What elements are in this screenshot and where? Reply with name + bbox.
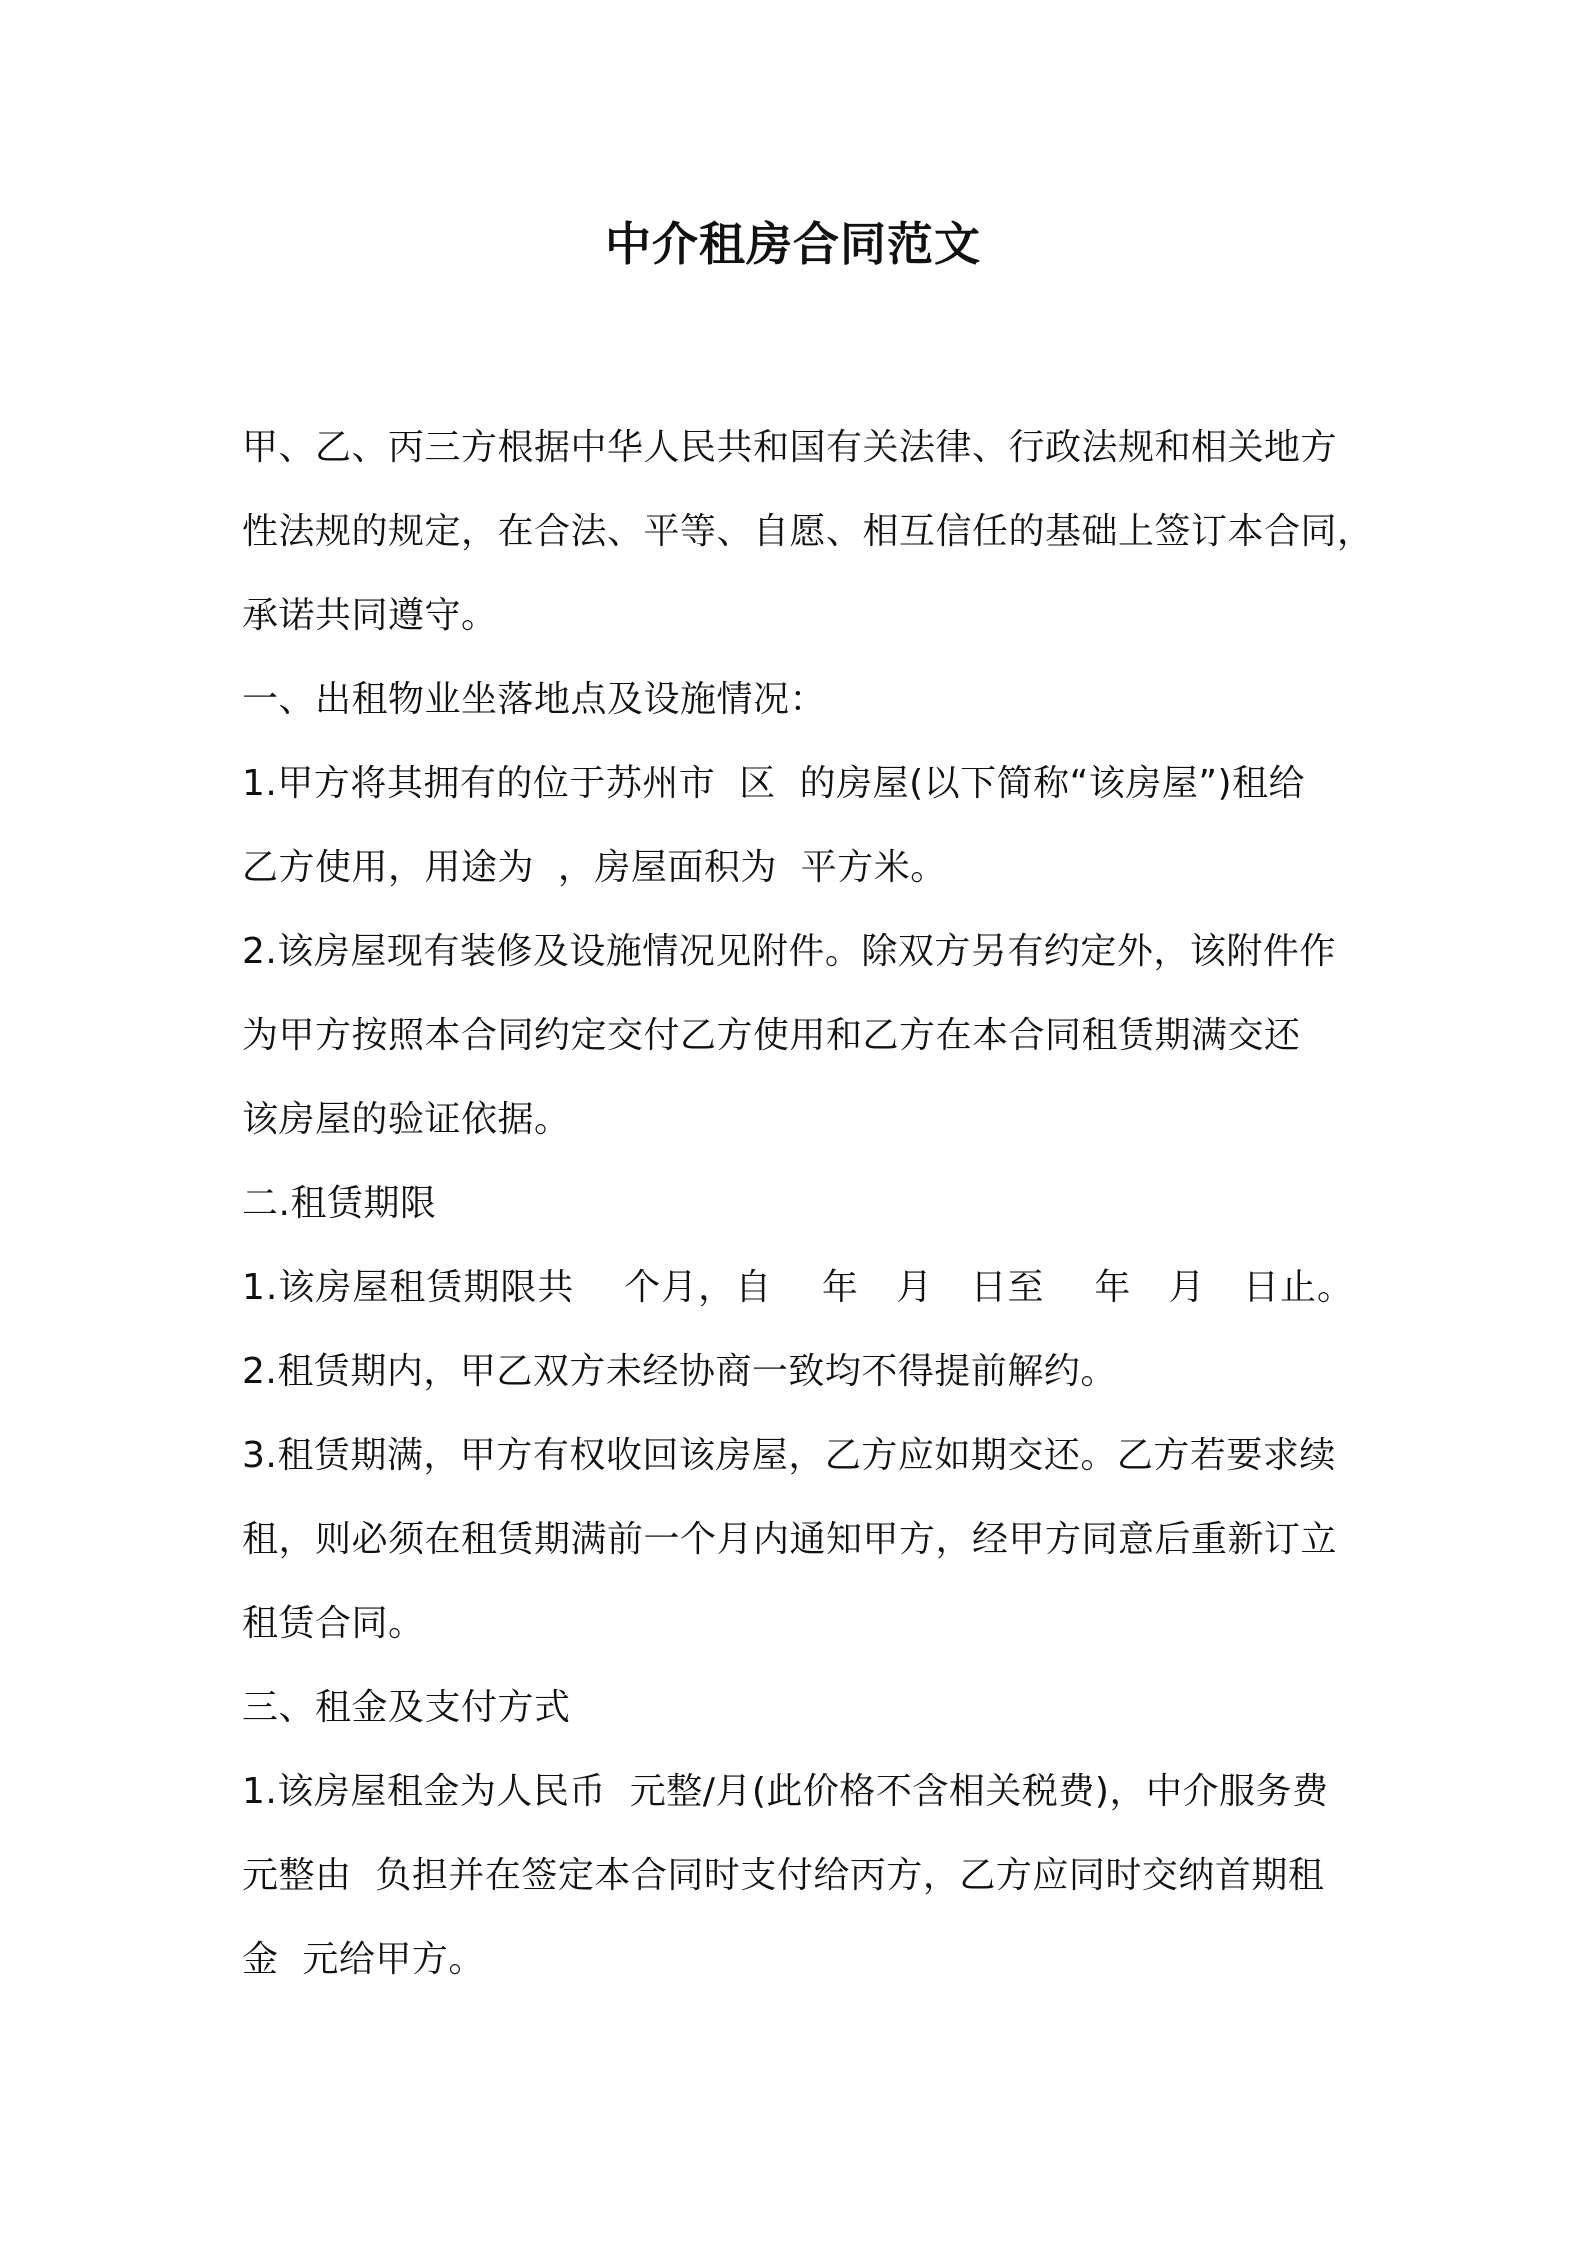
section-heading: 一、出租物业坐落地点及设施情况： bbox=[242, 679, 827, 720]
paragraph-line: 元整由 负担并在签定本合同时支付给丙方，乙方应同时交纳首期租 bbox=[242, 1855, 1325, 1896]
paragraph-line: 性法规的规定，在合法、平等、自愿、相互信任的基础上签订本合同， bbox=[242, 511, 1374, 552]
paragraph-line: 为甲方按照本合同约定交付乙方使用和乙方在本合同租赁期满交还 bbox=[242, 1015, 1301, 1056]
paragraph-line: 租赁合同。 bbox=[242, 1603, 425, 1644]
paragraph-line: 2.该房屋现有装修及设施情况见附件。除双方另有约定外，该附件作 bbox=[242, 931, 1336, 972]
paragraph-line: 乙方使用，用途为 ，房屋面积为 平方米。 bbox=[242, 847, 947, 888]
paragraph-line: 该房屋的验证依据。 bbox=[242, 1099, 571, 1140]
paragraph-line: 1.甲方将其拥有的位于苏州市 区 的房屋(以下简称“该房屋”)租给 bbox=[242, 763, 1306, 804]
paragraph-line: 3.租赁期满，甲方有权收回该房屋，乙方应如期交还。乙方若要求续 bbox=[242, 1435, 1336, 1476]
contract-body bbox=[242, 406, 1374, 2002]
section-heading: 二.租赁期限 bbox=[242, 1183, 437, 1224]
paragraph-line: 2.租赁期内，甲乙双方未经协商一致均不得提前解约。 bbox=[242, 1351, 1117, 1392]
paragraph-line: 甲、乙、丙三方根据中华人民共和国有关法律、行政法规和相关地方 bbox=[242, 427, 1338, 468]
paragraph-line: 承诺共同遵守。 bbox=[242, 595, 498, 636]
section-heading: 三、租金及支付方式 bbox=[242, 1687, 571, 1728]
paragraph-line: 金 元给甲方。 bbox=[242, 1939, 485, 1980]
paragraph-line: 1.该房屋租金为人民币 元整/月(此价格不含相关税费)，中介服务费 bbox=[242, 1771, 1329, 1812]
document-title: 中介租房合同范文 bbox=[605, 217, 981, 271]
paragraph-line: 1.该房屋租赁期限共 个月，自 年 月 日至 年 月 日止。 bbox=[242, 1267, 1354, 1308]
paragraph-line: 租，则必须在租赁期满前一个月内通知甲方，经甲方同意后重新订立 bbox=[242, 1519, 1338, 1560]
